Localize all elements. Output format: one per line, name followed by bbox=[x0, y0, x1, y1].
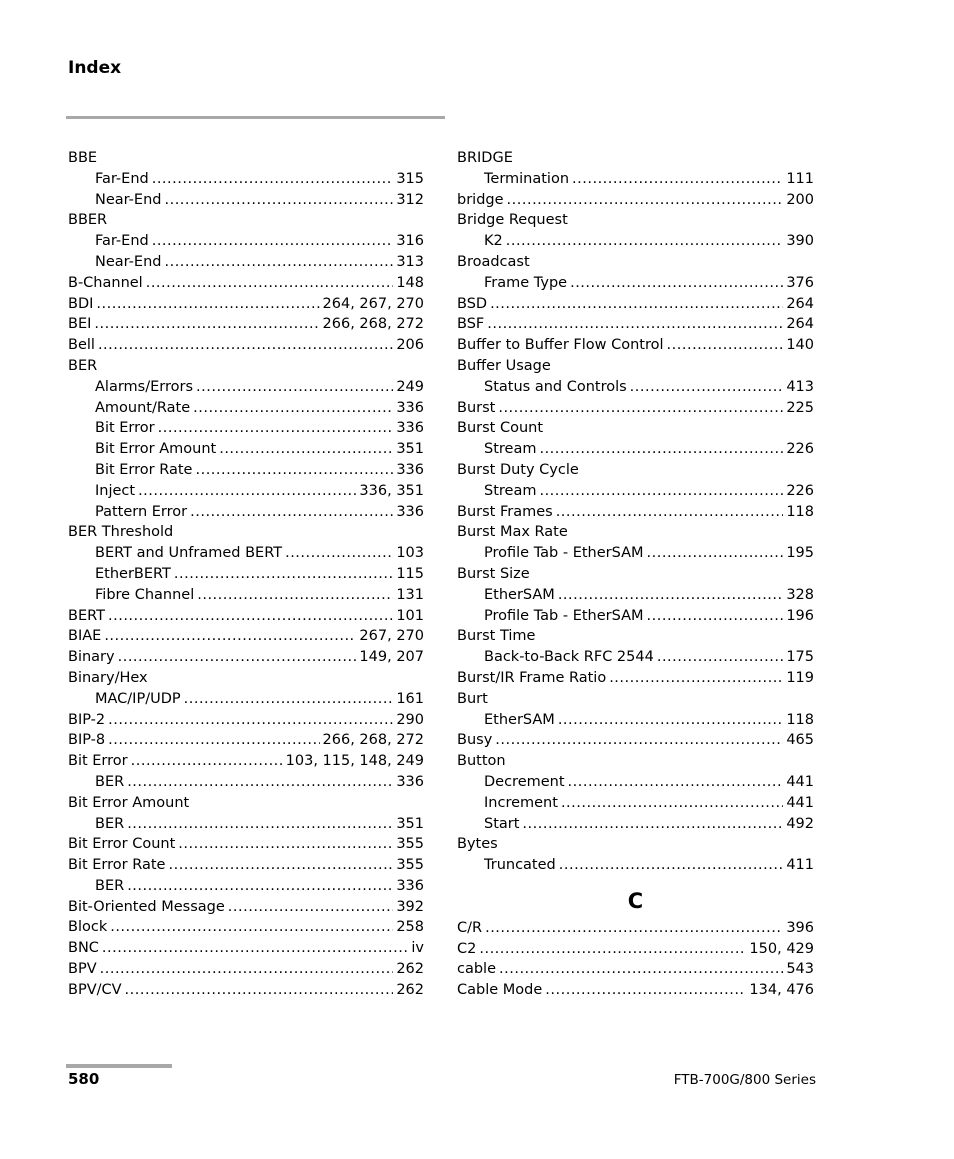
index-entry bbox=[68, 834, 424, 855]
index-subentry bbox=[68, 772, 424, 793]
dot-leader bbox=[487, 314, 783, 335]
index-entry bbox=[457, 294, 814, 315]
index-subentry bbox=[457, 543, 814, 564]
dot-leader bbox=[539, 439, 783, 460]
index-entry bbox=[68, 980, 424, 1001]
index-term: Near-End bbox=[95, 191, 162, 208]
index-term: Alarms/Errors bbox=[95, 378, 194, 395]
index-term: Frame Type bbox=[484, 274, 568, 291]
index-term: Profile Tab - EtherSAM bbox=[484, 545, 644, 562]
index-term: BER bbox=[95, 877, 125, 894]
index-term: Bit Error bbox=[68, 753, 128, 770]
index-entry bbox=[68, 897, 424, 918]
page-reference: 148 bbox=[396, 274, 424, 291]
page-reference: 149, 207 bbox=[359, 649, 424, 666]
dot-leader bbox=[522, 814, 783, 835]
index-subentry bbox=[457, 647, 814, 668]
dot-leader bbox=[164, 252, 393, 273]
index-entry bbox=[68, 959, 424, 980]
page-reference: 262 bbox=[396, 961, 424, 978]
index-term: Block bbox=[68, 919, 108, 936]
dot-leader bbox=[108, 730, 319, 751]
index-term: Status and Controls bbox=[484, 378, 627, 395]
page-reference: 328 bbox=[786, 586, 814, 603]
section-letter: C bbox=[627, 888, 644, 913]
index-entry bbox=[68, 710, 424, 731]
index-subentry bbox=[68, 398, 424, 419]
index-subentry bbox=[68, 231, 424, 252]
dot-leader bbox=[127, 876, 393, 897]
index-term: Stream bbox=[484, 482, 537, 499]
page-reference: iv bbox=[411, 940, 424, 957]
page-reference: 103 bbox=[396, 545, 424, 562]
index-entry bbox=[68, 294, 424, 315]
dot-leader bbox=[195, 460, 393, 481]
index-term: Far-End bbox=[95, 170, 149, 187]
index-term: EtherBERT bbox=[95, 565, 171, 582]
page-reference: 264 bbox=[786, 295, 814, 312]
page-reference: 267, 270 bbox=[359, 628, 424, 645]
index-entry bbox=[457, 689, 814, 710]
index-entry bbox=[457, 210, 814, 231]
index-term: cable bbox=[457, 961, 497, 978]
dot-leader bbox=[490, 294, 783, 315]
index-term: BSD bbox=[457, 295, 488, 312]
index-term: Profile Tab - EtherSAM bbox=[484, 607, 644, 624]
dot-leader bbox=[138, 481, 356, 502]
index-entry bbox=[68, 751, 424, 772]
index-term: Burst Time bbox=[457, 628, 536, 645]
index-term: C/R bbox=[457, 919, 483, 936]
page-reference: 196 bbox=[786, 607, 814, 624]
index-subentry bbox=[457, 606, 814, 627]
index-entry bbox=[68, 855, 424, 876]
index-term: Bell bbox=[68, 337, 95, 354]
index-term: Stream bbox=[484, 441, 537, 458]
index-subentry bbox=[68, 439, 424, 460]
dot-leader bbox=[570, 273, 783, 294]
page-reference: 390 bbox=[786, 233, 814, 250]
page-reference: 118 bbox=[786, 503, 814, 520]
index-term: BIAE bbox=[68, 628, 102, 645]
page-number: 580 bbox=[68, 1070, 100, 1088]
page-reference: 264, 267, 270 bbox=[322, 295, 424, 312]
index-column-left bbox=[68, 148, 424, 1001]
index-term: BERT bbox=[68, 607, 105, 624]
dot-leader bbox=[104, 626, 356, 647]
index-subentry bbox=[68, 169, 424, 190]
dot-leader bbox=[197, 585, 393, 606]
index-term: Bit Error Amount bbox=[95, 441, 217, 458]
page-reference: 249 bbox=[396, 378, 424, 395]
index-term: EtherSAM bbox=[484, 586, 555, 603]
page-reference: 119 bbox=[786, 669, 814, 686]
index-entry bbox=[457, 668, 814, 689]
dot-leader bbox=[152, 231, 394, 252]
index-term: Truncated bbox=[484, 857, 556, 874]
index-entry bbox=[457, 522, 814, 543]
index-entry bbox=[457, 918, 814, 939]
index-subentry bbox=[457, 855, 814, 876]
index-entry bbox=[457, 398, 814, 419]
index-term: Decrement bbox=[484, 773, 565, 790]
index-subentry bbox=[457, 772, 814, 793]
index-term: Burst Count bbox=[457, 420, 544, 437]
dot-leader bbox=[558, 710, 783, 731]
index-entry bbox=[457, 564, 814, 585]
index-term: Binary/Hex bbox=[68, 669, 148, 686]
page-title: Index bbox=[68, 58, 122, 78]
index-term: Cable Mode bbox=[457, 982, 543, 999]
index-term: Bit Error bbox=[95, 420, 155, 437]
index-term: BBER bbox=[68, 212, 108, 229]
index-subentry bbox=[68, 252, 424, 273]
dot-leader bbox=[572, 169, 783, 190]
dot-leader bbox=[559, 855, 784, 876]
dot-leader bbox=[168, 855, 393, 876]
dot-leader bbox=[94, 314, 319, 335]
page-reference: 150, 429 bbox=[749, 940, 814, 957]
index-term: Increment bbox=[484, 794, 558, 811]
page-reference: 441 bbox=[786, 794, 814, 811]
index-subentry bbox=[68, 564, 424, 585]
index-term: BIP-8 bbox=[68, 732, 106, 749]
index-entry bbox=[457, 190, 814, 211]
index-entry bbox=[457, 939, 814, 960]
index-term: BBE bbox=[68, 150, 98, 166]
page-reference: 336 bbox=[396, 461, 424, 478]
index-subentry bbox=[457, 439, 814, 460]
index-term: K2 bbox=[484, 233, 503, 250]
page-reference: 336 bbox=[396, 399, 424, 416]
dot-leader bbox=[193, 398, 393, 419]
index-term: Burst Frames bbox=[457, 503, 553, 520]
index-subentry bbox=[68, 481, 424, 502]
index-term: Near-End bbox=[95, 253, 162, 270]
index-subentry bbox=[457, 814, 814, 835]
dot-leader bbox=[539, 481, 783, 502]
index-entry bbox=[457, 148, 814, 169]
index-subentry bbox=[457, 793, 814, 814]
page-reference: 313 bbox=[396, 253, 424, 270]
index-entry bbox=[68, 647, 424, 668]
dot-leader bbox=[125, 980, 394, 1001]
dot-leader bbox=[118, 647, 357, 668]
index-entry bbox=[457, 418, 814, 439]
page-reference: 492 bbox=[786, 815, 814, 832]
index-term: Bit Error Amount bbox=[68, 794, 190, 811]
footer-rule bbox=[66, 1064, 172, 1068]
index-subentry bbox=[457, 231, 814, 252]
index-term: Broadcast bbox=[457, 253, 530, 270]
page-reference: 355 bbox=[396, 857, 424, 874]
page-reference: 161 bbox=[396, 690, 424, 707]
index-term: BPV bbox=[68, 961, 97, 978]
page-reference: 396 bbox=[786, 919, 814, 936]
page-reference: 336 bbox=[396, 420, 424, 437]
page-reference: 206 bbox=[396, 337, 424, 354]
dot-leader bbox=[479, 939, 746, 960]
index-entry bbox=[457, 502, 814, 523]
product-series: FTB-700G/800 Series bbox=[673, 1072, 816, 1088]
index-entry bbox=[68, 626, 424, 647]
index-subentry bbox=[68, 460, 424, 481]
index-subentry bbox=[457, 481, 814, 502]
page-reference: 140 bbox=[786, 337, 814, 354]
index-term: EtherSAM bbox=[484, 711, 555, 728]
index-term: Busy bbox=[457, 732, 493, 749]
dot-leader bbox=[127, 772, 393, 793]
index-entry bbox=[68, 148, 424, 169]
dot-leader bbox=[196, 377, 393, 398]
dot-leader bbox=[96, 294, 319, 315]
dot-leader bbox=[498, 398, 783, 419]
index-term: BER Threshold bbox=[68, 524, 174, 541]
page-reference: 101 bbox=[396, 607, 424, 624]
index-subentry bbox=[457, 169, 814, 190]
page-reference: 316 bbox=[396, 233, 424, 250]
page-reference: 376 bbox=[786, 274, 814, 291]
page-reference: 225 bbox=[786, 399, 814, 416]
dot-leader bbox=[495, 730, 783, 751]
index-entry bbox=[457, 626, 814, 647]
dot-leader bbox=[561, 793, 783, 814]
page-reference: 258 bbox=[396, 919, 424, 936]
dot-leader bbox=[100, 959, 394, 980]
index-term: BSF bbox=[457, 316, 485, 333]
index-subentry bbox=[68, 418, 424, 439]
dot-leader bbox=[568, 772, 784, 793]
dot-leader bbox=[102, 938, 408, 959]
index-term: Burst Size bbox=[457, 565, 530, 582]
index-subentry bbox=[68, 543, 424, 564]
index-term: Burst bbox=[457, 399, 496, 416]
dot-leader bbox=[545, 980, 746, 1001]
index-subentry bbox=[457, 710, 814, 731]
page-reference: 111 bbox=[786, 170, 814, 187]
index-term: Buffer Usage bbox=[457, 357, 551, 374]
index-entry bbox=[68, 335, 424, 356]
index-term: Fibre Channel bbox=[95, 586, 195, 603]
dot-leader bbox=[556, 502, 784, 523]
index-subentry bbox=[68, 377, 424, 398]
dot-leader bbox=[131, 751, 283, 772]
page-reference: 118 bbox=[786, 711, 814, 728]
index-entry bbox=[457, 751, 814, 772]
index-term: Bit Error Rate bbox=[68, 857, 166, 874]
page-reference: 195 bbox=[786, 545, 814, 562]
dot-leader bbox=[507, 190, 784, 211]
index-subentry bbox=[68, 689, 424, 710]
index-term: BDI bbox=[68, 295, 94, 312]
index-subentry bbox=[457, 377, 814, 398]
index-subentry bbox=[68, 190, 424, 211]
index-entry bbox=[457, 356, 814, 377]
page-reference: 131 bbox=[396, 586, 424, 603]
page-reference: 411 bbox=[786, 857, 814, 874]
dot-leader bbox=[219, 439, 393, 460]
dot-leader bbox=[108, 710, 393, 731]
index-term: Start bbox=[484, 815, 520, 832]
dot-leader bbox=[184, 689, 394, 710]
page-reference: 200 bbox=[786, 191, 814, 208]
index-entry bbox=[457, 252, 814, 273]
page-reference: 226 bbox=[786, 441, 814, 458]
index-term: BERT and Unframed BERT bbox=[95, 545, 283, 562]
index-term: Burst Duty Cycle bbox=[457, 461, 579, 478]
dot-leader bbox=[178, 834, 393, 855]
page-reference: 175 bbox=[786, 649, 814, 666]
index-term: BNC bbox=[68, 940, 99, 957]
index-term: Burst Max Rate bbox=[457, 524, 568, 541]
page-reference: 413 bbox=[786, 378, 814, 395]
header-rule bbox=[66, 116, 445, 119]
index-subentry bbox=[68, 814, 424, 835]
index-entry bbox=[68, 730, 424, 751]
dot-leader bbox=[506, 231, 784, 252]
dot-leader bbox=[158, 418, 394, 439]
dot-leader bbox=[228, 897, 394, 918]
index-term: BRIDGE bbox=[457, 150, 513, 166]
index-term: BER bbox=[95, 815, 125, 832]
dot-leader bbox=[485, 918, 783, 939]
page-reference: 351 bbox=[396, 441, 424, 458]
index-term: MAC/IP/UDP bbox=[95, 690, 181, 707]
page-reference: 226 bbox=[786, 482, 814, 499]
page-reference: 441 bbox=[786, 773, 814, 790]
page-reference: 134, 476 bbox=[749, 982, 814, 999]
index-entry bbox=[68, 314, 424, 335]
index-entry bbox=[457, 730, 814, 751]
index-term: Binary bbox=[68, 649, 115, 666]
dot-leader bbox=[146, 273, 394, 294]
index-entry bbox=[68, 522, 424, 543]
index-subentry bbox=[457, 273, 814, 294]
index-term: B-Channel bbox=[68, 274, 143, 291]
dot-leader bbox=[657, 647, 783, 668]
index-entry bbox=[457, 834, 814, 855]
page-reference: 103, 115, 148, 249 bbox=[285, 753, 424, 770]
index-entry bbox=[68, 938, 424, 959]
page-reference: 336 bbox=[396, 773, 424, 790]
dot-leader bbox=[630, 377, 784, 398]
index-term: bridge bbox=[457, 191, 504, 208]
dot-leader bbox=[127, 814, 393, 835]
index-term: Burst/IR Frame Ratio bbox=[457, 669, 607, 686]
dot-leader bbox=[667, 335, 784, 356]
index-term: Bridge Request bbox=[457, 212, 568, 229]
index-term: Bit Error Count bbox=[68, 836, 176, 853]
index-term: BPV/CV bbox=[68, 981, 122, 998]
dot-leader bbox=[558, 585, 783, 606]
index-term: BIP-2 bbox=[68, 711, 106, 728]
index-entry bbox=[457, 980, 814, 1001]
index-term: Pattern Error bbox=[95, 503, 188, 520]
index-entry bbox=[457, 460, 814, 481]
page-reference: 264 bbox=[786, 316, 814, 333]
page-reference: 355 bbox=[396, 836, 424, 853]
index-column-right bbox=[457, 148, 814, 1001]
dot-leader bbox=[98, 335, 393, 356]
index-term: Burt bbox=[457, 690, 488, 707]
dot-leader bbox=[190, 502, 393, 523]
page-reference: 336, 351 bbox=[359, 482, 424, 499]
index-entry bbox=[457, 335, 814, 356]
index-term: BEI bbox=[68, 316, 92, 333]
page-reference: 115 bbox=[396, 565, 424, 582]
index-term: Amount/Rate bbox=[95, 399, 191, 416]
index-entry bbox=[68, 793, 424, 814]
index-subentry bbox=[68, 876, 424, 897]
index-entry bbox=[68, 210, 424, 231]
index-term: BER bbox=[95, 773, 125, 790]
page-reference: 336 bbox=[396, 877, 424, 894]
index-subentry bbox=[457, 585, 814, 606]
index-term: C2 bbox=[457, 940, 477, 957]
index-term: Termination bbox=[484, 170, 570, 187]
index-term: Bit-Oriented Message bbox=[68, 898, 225, 915]
index-subentry bbox=[68, 585, 424, 606]
index-term: Bit Error Rate bbox=[95, 461, 193, 478]
index-subentry bbox=[68, 502, 424, 523]
index-term: Bytes bbox=[457, 836, 498, 853]
dot-leader bbox=[647, 606, 784, 627]
index-entry bbox=[457, 959, 814, 980]
page-reference: 266, 268, 272 bbox=[322, 732, 424, 749]
page-reference: 262 bbox=[396, 981, 424, 998]
index-term: BER bbox=[68, 357, 98, 374]
index-entry bbox=[68, 356, 424, 377]
page-reference: 312 bbox=[396, 191, 424, 208]
index-entry bbox=[457, 314, 814, 335]
page-reference: 392 bbox=[396, 898, 424, 915]
index-term: Inject bbox=[95, 482, 136, 499]
dot-leader bbox=[285, 543, 393, 564]
index-entry bbox=[68, 917, 424, 938]
index-term: Back-to-Back RFC 2544 bbox=[484, 649, 654, 666]
index-term: Button bbox=[457, 753, 506, 770]
index-entry bbox=[68, 273, 424, 294]
page-reference: 336 bbox=[396, 503, 424, 520]
dot-leader bbox=[110, 917, 393, 938]
dot-leader bbox=[499, 959, 783, 980]
dot-leader bbox=[647, 543, 784, 564]
page-reference: 351 bbox=[396, 815, 424, 832]
page-reference: 290 bbox=[396, 711, 424, 728]
page-reference: 465 bbox=[786, 732, 814, 749]
index-entry bbox=[68, 606, 424, 627]
page-reference: 266, 268, 272 bbox=[322, 316, 424, 333]
page-reference: 543 bbox=[786, 961, 814, 978]
index-entry bbox=[68, 668, 424, 689]
dot-leader bbox=[108, 606, 393, 627]
page-reference: 315 bbox=[396, 170, 424, 187]
dot-leader bbox=[609, 668, 783, 689]
dot-leader bbox=[164, 190, 393, 211]
index-term: Buffer to Buffer Flow Control bbox=[457, 337, 664, 354]
dot-leader bbox=[174, 564, 393, 585]
dot-leader bbox=[152, 169, 394, 190]
index-term: Far-End bbox=[95, 233, 149, 250]
